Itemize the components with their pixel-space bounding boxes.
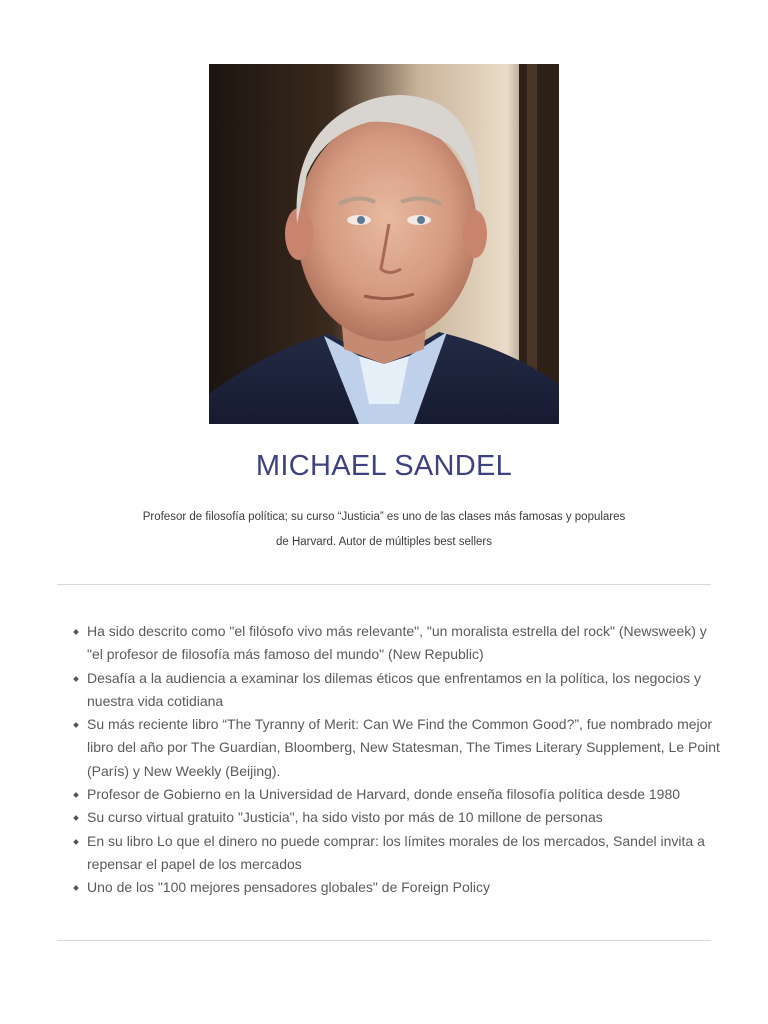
speaker-name: MICHAEL SANDEL — [255, 450, 513, 482]
divider-bottom — [57, 940, 711, 941]
bullet-icon — [73, 629, 79, 635]
list-item-text: Uno de los "100 mejores pensadores globales" de Foreign Policy — [87, 879, 490, 896]
list-item-text: Su más reciente libro “The Tyranny of Merit: Can We Find the Common Good?”, fue nombrado mejor libro del año por The Guardian, Bloomberg, New Statesman, The Times Literary Supplement, Le Point (París) y New Weekly (Beijing). — [87, 716, 720, 779]
list-item — [72, 783, 722, 806]
portrait-illustration — [209, 64, 559, 424]
speaker-subtitle — [114, 505, 654, 555]
list-item-text: Ha sido descrito como "el filósofo vivo más relevante", "un moralista estrella del rock" (Newsweek) y "el profesor de filosofía más famoso del mundo" (New Republic) — [87, 623, 707, 663]
subtitle-line-1: Profesor de filosofía política; su curso “Justicia” es uno de las clases más famosas y populares — [142, 511, 626, 523]
portrait-photo — [209, 64, 559, 424]
list-item — [72, 713, 722, 783]
bullet-icon — [73, 839, 79, 845]
highlights-list — [72, 620, 722, 900]
list-item — [72, 620, 722, 667]
list-item-text: Desafía a la audiencia a examinar los dilemas éticos que enfrentamos en la política, los negocios y nuestra vida cotidiana — [87, 669, 702, 709]
bullet-icon — [73, 676, 79, 682]
list-item — [72, 667, 722, 714]
subtitle-line-2: de Harvard. Autor de múltiples best sellers — [275, 536, 493, 548]
list-item-text: En su libro Lo que el dinero no puede comprar: los límites morales de los mercados, Sandel invita a repensar el papel de los mercados — [87, 832, 705, 872]
bullet-icon — [73, 722, 79, 728]
bullet-icon — [73, 792, 79, 798]
divider-top — [57, 584, 711, 585]
list-item — [72, 830, 722, 877]
bullet-icon — [73, 816, 79, 822]
list-item — [72, 806, 722, 829]
bullet-icon — [73, 885, 79, 891]
list-item-text: Profesor de Gobierno en la Universidad de Harvard, donde enseña filosofía política desde 1980 — [87, 786, 681, 803]
list-item-text: Su curso virtual gratuito "Justicia", ha sido visto por más de 10 millone de personas — [87, 809, 603, 826]
list-item — [72, 876, 722, 899]
